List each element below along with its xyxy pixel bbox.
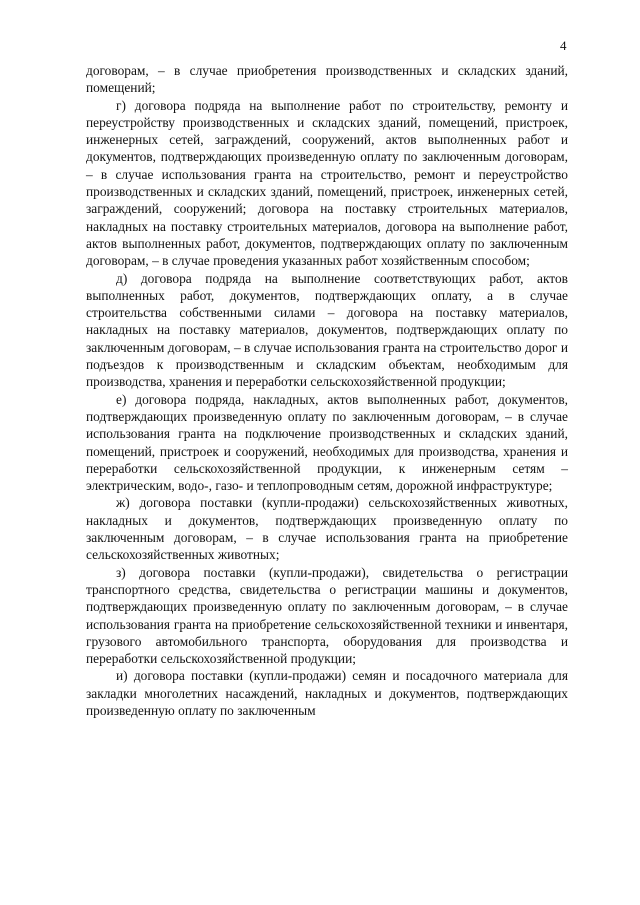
document-body — [86, 62, 568, 719]
page-number: 4 — [560, 38, 567, 53]
paragraph-continuation: договорам, – в случае приобретения производственных и складских зданий, помещений; — [86, 63, 568, 96]
paragraph-zh: ж) договора поставки (купли-продажи) сельскохозяйственных животных, накладных и документов, подтверждающих произведенную оплату по заключенным договорам, – в случае использования гранта на приобретение сельскохозяйственных животных; — [86, 495, 568, 563]
paragraph-z: з) договора поставки (купли-продажи), свидетельства о регистрации транспортного средства, свидетельства о регистрации машины и документов, подтверждающих произведенную оплату по заключенным договорам, – в случае использования гранта на приобретение сельскохозяйственной техники и инвентаря, грузового автомобильного транспорта, оборудования для производства и переработки сельскохозяйственной продукции; — [86, 564, 568, 667]
paragraph-g: г) договора подряда на выполнение работ по строительству, ремонту и переустройству производственных и складских зданий, помещений, пристроек, инженерных сетей, заграждений, сооружений, актов выполненных работ и документов, подтверждающих произведенную оплату по заключенным договорам, – в случае использования гранта на строительство, ремонт и переустройство производственных и складских зданий, помещений, пристроек, инженерных сетей, заграждений, сооружений; договора на поставку строительных материалов, накладных на поставку строительных материалов, договора на выполнение работ, актов выполненных работ, документов, подтверждающих оплату по заключенным договорам, – в случае проведения указанных работ хозяйственным способом; — [86, 97, 568, 269]
paragraph-e: е) договора подряда, накладных, актов выполненных работ, документов, подтверждающих произведенную оплату по заключенным договорам, – в случае использования гранта на подключение производственных и складских зданий, помещений, пристроек и сооружений, необходимых для производства, хранения и переработки сельскохозяйственной продукции, к инженерным сетям – электрическим, водо-, газо- и теплопроводным сетям, дорожной инфраструктуре; — [86, 391, 568, 494]
paragraph-i: и) договора поставки (купли-продажи) семян и посадочного материала для закладки многолетних насаждений, накладных и документов, подтверждающих произведенную оплату по заключенным — [86, 668, 568, 718]
paragraph-d: д) договора подряда на выполнение соответствующих работ, актов выполненных работ, документов, подтверждающих оплату, а в случае строительства собственными силами – договора на поставку материалов, накладных на поставку материалов, документов, подтверждающих оплату по заключенным договорам, – в случае использования гранта на строительство дорог и подъездов к производственным и складским объектам, необходимым для производства, хранения и переработки сельскохозяйственной продукции; — [86, 270, 568, 390]
